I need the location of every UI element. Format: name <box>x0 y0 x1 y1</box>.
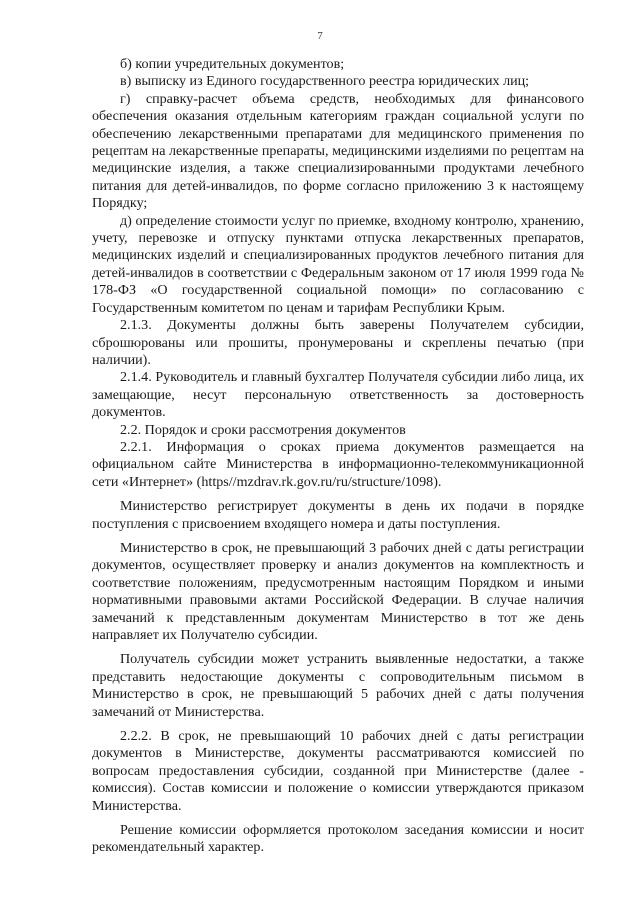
page-number: 7 <box>317 30 323 42</box>
paragraph-2-2-1: 2.2.1. Информация о сроках приема документов размещается на официальном сайте Министерства в информационно-телекоммуникационной сети «Интернет» (https//mzdrav.rk.gov.ru/ru/structure/1098). <box>92 438 584 490</box>
paragraph-service-cost: д) определение стоимости услуг по приемке, входному контролю, хранению, учету, перевозке и отпуску пунктами отпуска лекарственных препаратов, медицинских изделий и специализированных продуктов лечебного питания для детей-инвалидов в соответствии с Федеральным законом от 17 июля 1999 года № 178-ФЗ «О государственной социальной помощи» по согласованию с Государственным комитетом по ценам и тарифам Республики Крым. <box>92 212 584 316</box>
paragraph-verification: Министерство в срок, не превышающий 3 рабочих дней с даты регистрации документов, осуществляет проверку и анализ документов на комплектность и соответствие положениям, предусмотренным настоящим Порядком и иными нормативными правовыми актами Российской Федерации. В случае наличия замечаний к представленным документам Министерство в тот же день направляет их Получателю субсидии. <box>92 539 584 643</box>
paragraph-copies-of-founding-documents: б) копии учредительных документов; <box>120 56 345 72</box>
section-heading-2-2: 2.2. Порядок и сроки рассмотрения документов <box>120 421 406 438</box>
paragraph-registry-extract: в) выписку из Единого государственного реестра юридических лиц; <box>120 73 530 90</box>
paragraph-commission-decision: Решение комиссии оформляется протоколом заседания комиссии и носит рекомендательный характер. <box>92 822 584 856</box>
paragraph-2-1-4: 2.1.4. Руководитель и главный бухгалтер Получателя субсидии либо лица, их замещающие, несут персональную ответственность за достоверность документов. <box>92 369 584 421</box>
paragraph-2-1-3: 2.1.3. Документы должны быть заверены Получателем субсидии, сброшюрованы или прошиты, пронумерованы и скреплены печатью (при наличии). <box>92 317 584 368</box>
paragraph-2-2-2: 2.2.2. В срок, не превышающий 10 рабочих дней с даты регистрации документов в Министерстве, документы рассматриваются комиссией по вопросам предоставления субсидии, созданной при Министерстве (далее - комиссия). Состав комиссии и положение о комиссии утверждаются приказом Министерства. <box>92 728 584 814</box>
document-body <box>92 56 584 857</box>
paragraph-corrections: Получатель субсидии может устранить выявленные недостатки, а также представить недостающие документы с сопроводительным письмом в Министерство в срок, не превышающий 5 рабочих дней с даты получения замечаний от Министерства. <box>92 651 584 720</box>
paragraph-funding-calculation: г) справку-расчет объема средств, необходимых для финансового обеспечения оказания отдельным категориям граждан социальной услуги по обеспечению лекарственными препаратами для медицинского применения по рецептам на лекарственные препараты, медицинскими изделиями по рецептам на медицинские изделия, а также специализированными продуктами лечебного питания для детей-инвалидов, по форме согласно приложению 3 к настоящему Порядку; <box>92 90 584 212</box>
paragraph-registration: Министерство регистрирует документы в день их подачи в порядке поступления с присвоением входящего номера и даты поступления. <box>92 498 584 532</box>
